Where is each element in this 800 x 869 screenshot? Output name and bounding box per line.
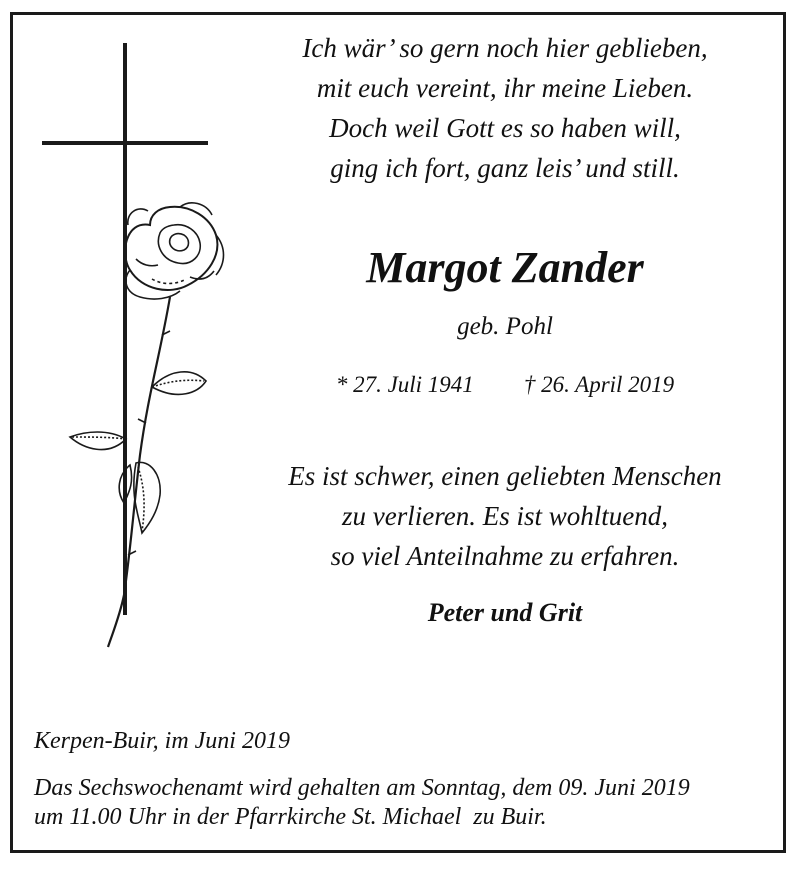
birth-date: * 27. Juli 1941: [335, 372, 474, 397]
notice-line: um 11.00 Uhr in der Pfarrkirche St. Michael zu Buir.: [34, 804, 547, 830]
thanks-line: zu verlieren. Es ist wohltuend,: [342, 501, 668, 531]
signature: Peter und Grit: [427, 598, 583, 627]
service-notice: [34, 774, 774, 832]
rose-icon: [70, 203, 224, 647]
poem: [250, 28, 760, 188]
poem-line: ging ich fort, ganz leis’ und still.: [330, 153, 680, 183]
notice-line: Das Sechswochenamt wird gehalten am Sonntag, dem 09. Juni 2019: [34, 775, 690, 801]
cross-icon: [42, 43, 208, 615]
poem-line: mit euch vereint, ihr meine Lieben.: [316, 73, 694, 103]
poem-line: Ich wär’ so gern noch hier geblieben,: [302, 33, 708, 63]
life-dates: [250, 370, 760, 400]
thanks-text: [250, 456, 760, 576]
deceased-name: Margot Zander: [366, 243, 644, 292]
place-date: Kerpen-Buir, im Juni 2019: [34, 728, 290, 754]
emblem-cross-rose: [30, 35, 230, 665]
birth-name: geb. Pohl: [457, 313, 553, 340]
poem-line: Doch weil Gott es so haben will,: [329, 113, 681, 143]
thanks-line: Es ist schwer, einen geliebten Menschen: [288, 461, 722, 491]
thanks-line: so viel Anteilnahme zu erfahren.: [330, 541, 680, 571]
death-date: † 26. April 2019: [523, 372, 675, 397]
